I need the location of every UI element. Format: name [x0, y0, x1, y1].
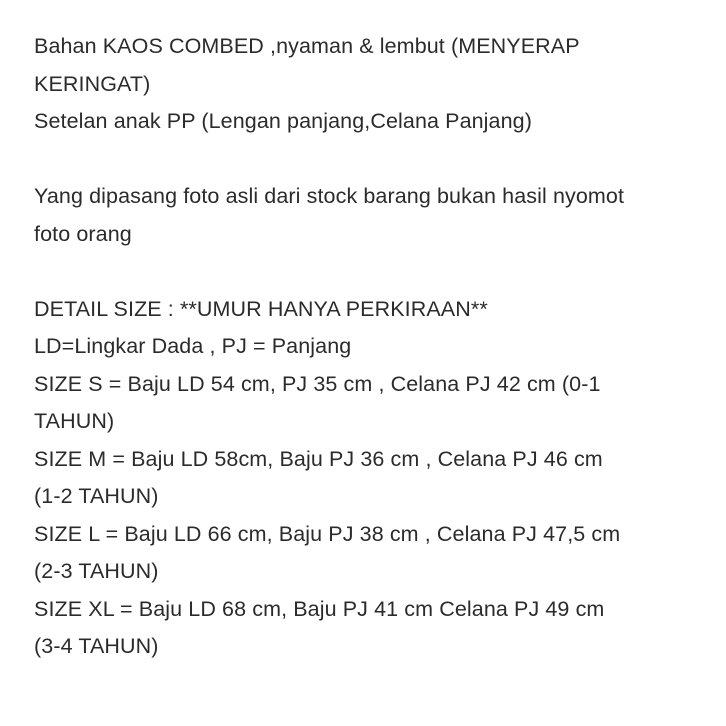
size-xl-line: SIZE XL = Baju LD 68 cm, Baju PJ 41 cm Celana PJ 49 cm	[34, 596, 605, 621]
size-l-line: SIZE L = Baju LD 66 cm, Baju PJ 38 cm , Celana PJ 47,5 cm	[34, 521, 621, 546]
photo-note-line: Yang dipasang foto asli dari stock barang bukan hasil nyomot	[34, 184, 625, 208]
photo-note-line-cont: foto orang	[34, 221, 132, 246]
intro-paragraph	[34, 28, 706, 141]
abbreviation-legend: LD=Lingkar Dada , PJ = Panjang	[34, 334, 352, 358]
paragraph-spacer	[34, 253, 706, 291]
size-m-line: SIZE M = Baju LD 58cm, Baju PJ 36 cm , Celana PJ 46 cm	[34, 446, 603, 471]
material-line: Bahan KAOS COMBED ,nyaman & lembut (MENYERAP	[34, 34, 580, 58]
size-m-age: (1-2 TAHUN)	[34, 484, 159, 508]
size-detail-paragraph	[34, 291, 706, 666]
size-l-age: (2-3 TAHUN)	[34, 559, 159, 583]
set-description-line: Setelan anak PP (Lengan panjang,Celana Panjang)	[34, 109, 532, 133]
material-line-cont: KERINGAT)	[34, 71, 151, 96]
size-xl-age: (3-4 TAHUN)	[34, 634, 159, 658]
photo-note-paragraph	[34, 178, 706, 253]
size-s-line: SIZE S = Baju LD 54 cm, PJ 35 cm , Celana PJ 42 cm (0-1	[34, 371, 601, 396]
size-detail-heading: DETAIL SIZE : **UMUR HANYA PERKIRAAN**	[34, 296, 488, 321]
paragraph-spacer	[34, 141, 706, 179]
product-description	[34, 28, 706, 666]
size-s-age: TAHUN)	[34, 409, 115, 433]
